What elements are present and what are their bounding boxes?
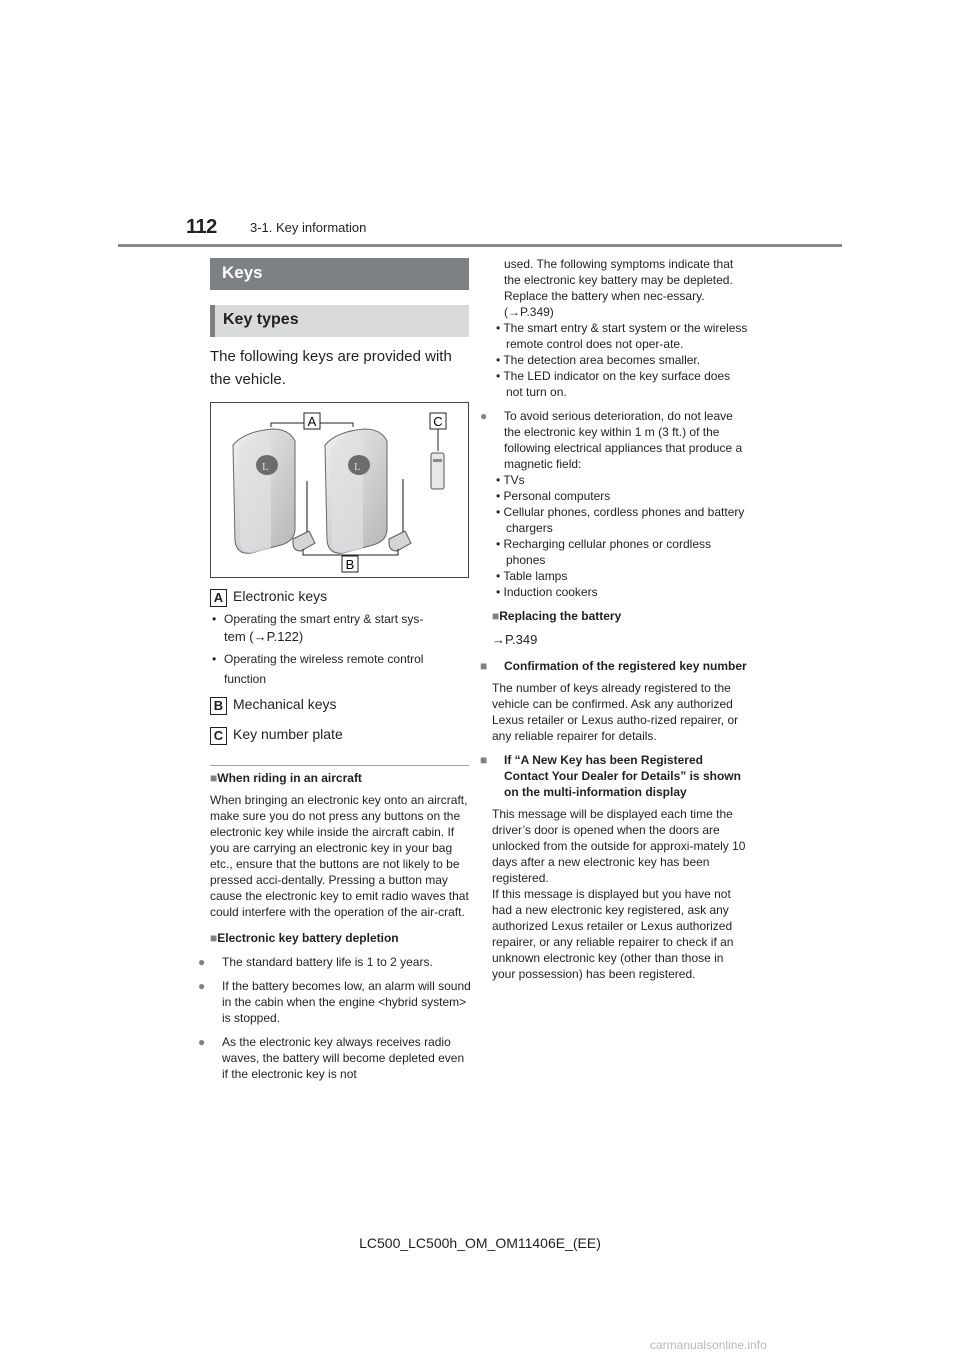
symptom-3: • The LED indicator on the key surface does not turn on. (496, 369, 731, 399)
footer-code: LC500_LC500h_OM_OM11406E_(EE) (359, 1235, 601, 1251)
subtitle-text: Key types (223, 311, 299, 328)
appliance-6: • Induction cookers (496, 585, 598, 599)
key-figure (210, 402, 469, 578)
section-title: 3-1. Key information (250, 220, 367, 235)
appliance-5: • Table lamps (496, 569, 568, 583)
header-rule (118, 244, 842, 247)
para-new-key-2: If this message is displayed but you have not had a new electronic key registered, ask any authorized Lexus retailer or Lexus authorized repairer, or any reliable repairer to check if an unknown electronic key (other than those in your possession) has been registered. (492, 887, 734, 981)
electronic-key-1 (233, 429, 295, 553)
heading-battery-depletion: ■Electronic key battery depletion (210, 931, 399, 945)
callout-c-label: Key number plate (233, 726, 343, 742)
title-text: Keys (222, 263, 263, 282)
electronic-key-2 (325, 429, 387, 553)
svg-text:L: L (354, 461, 361, 473)
heading-replacing-battery: ■Replacing the battery (492, 609, 622, 623)
key-illustration (211, 403, 468, 577)
subtitle-bar (210, 305, 469, 337)
callout-a-label: Electronic keys (233, 588, 328, 604)
sub-item-1: • Operating the smart entry & start sys- tem (→P.122) (212, 612, 424, 644)
callout-a-box: A (210, 589, 227, 607)
mechanical-key-1 (293, 481, 315, 551)
appliance-1: • TVs (496, 473, 525, 487)
figure-label-c: C (433, 414, 443, 429)
key-number-plate (431, 453, 444, 489)
watermark: carmanualsonline.info (650, 1338, 767, 1352)
bullet-battery-life: ● The standard battery life is 1 to 2 years. (198, 955, 433, 969)
svg-text:L: L (262, 461, 269, 473)
heading-confirmation: ■ Confirmation of the registered key number (480, 659, 747, 673)
heading-aircraft: ■When riding in an aircraft (210, 771, 362, 785)
symptom-1: • The smart entry & start system or the wireless remote control does not oper-ate. (496, 321, 748, 351)
para-continued: used. The following symptoms indicate that the electronic key battery may be depleted. Replace the battery when nec-essary. (→P.349) (504, 257, 734, 319)
appliance-3: • Cellular phones, cordless phones and battery chargers (496, 505, 745, 535)
bullet-radio-waves: ● As the electronic key always receives radio waves, the battery will become depleted even if the electronic key is not (198, 1035, 465, 1081)
sub-item-2: • Operating the wireless remote control function (212, 652, 424, 686)
page-number: 112 (186, 216, 217, 238)
para-confirmation: The number of keys already registered to the vehicle can be confirmed. Ask any authorized Lexus retailer or Lexus autho-rized repairer, or any reliable repairer for details. (492, 681, 739, 743)
ref-replacing-battery: →P.349 (492, 632, 538, 647)
callout-b-box: B (210, 697, 227, 715)
heading-new-key-message: ■ If “A New Key has been Registered Contact Your Dealer for Details” is shown on the multi-information display (480, 753, 741, 799)
appliance-4: • Recharging cellular phones or cordless phones (496, 537, 711, 567)
mechanical-key-2 (389, 479, 411, 551)
intro-text: The following keys are provided with the vehicle. (210, 348, 452, 388)
left-column (198, 770, 472, 1082)
callout-b-label: Mechanical keys (233, 696, 337, 712)
figure-label-a: A (307, 414, 317, 429)
para-aircraft: When bringing an electronic key onto an aircraft, make sure you do not press any buttons on the electronic key while inside the aircraft cabin. If you are carrying an electronic key in your bag etc., ensure that the buttons are not likely to be pressed acci-dentally. Pressing a button may cause the electronic key to emit radio waves that could interfere with the operation of the air-craft. (210, 793, 469, 919)
para-new-key-1: This message will be displayed each time the driver’s door is opened when the doors are unlocked from the outside for approxi-mately 10 days after a new electronic key has been registered. (492, 807, 746, 885)
right-column (480, 256, 750, 982)
bullet-deterioration: ● To avoid serious deterioration, do not leave the electronic key within 1 m (3 ft.) of the following electrical appliances that produce a magnetic field: (480, 409, 743, 471)
title-bar (210, 258, 469, 290)
bullet-battery-low: ● If the battery becomes low, an alarm will sound in the cabin when the engine <hybrid system> is stopped. (198, 979, 471, 1025)
appliance-2: • Personal computers (496, 489, 611, 503)
figure-label-b: B (345, 557, 355, 572)
section-divider (210, 765, 469, 766)
callout-c-box: C (210, 727, 227, 745)
symptom-2: • The detection area becomes smaller. (496, 353, 701, 367)
